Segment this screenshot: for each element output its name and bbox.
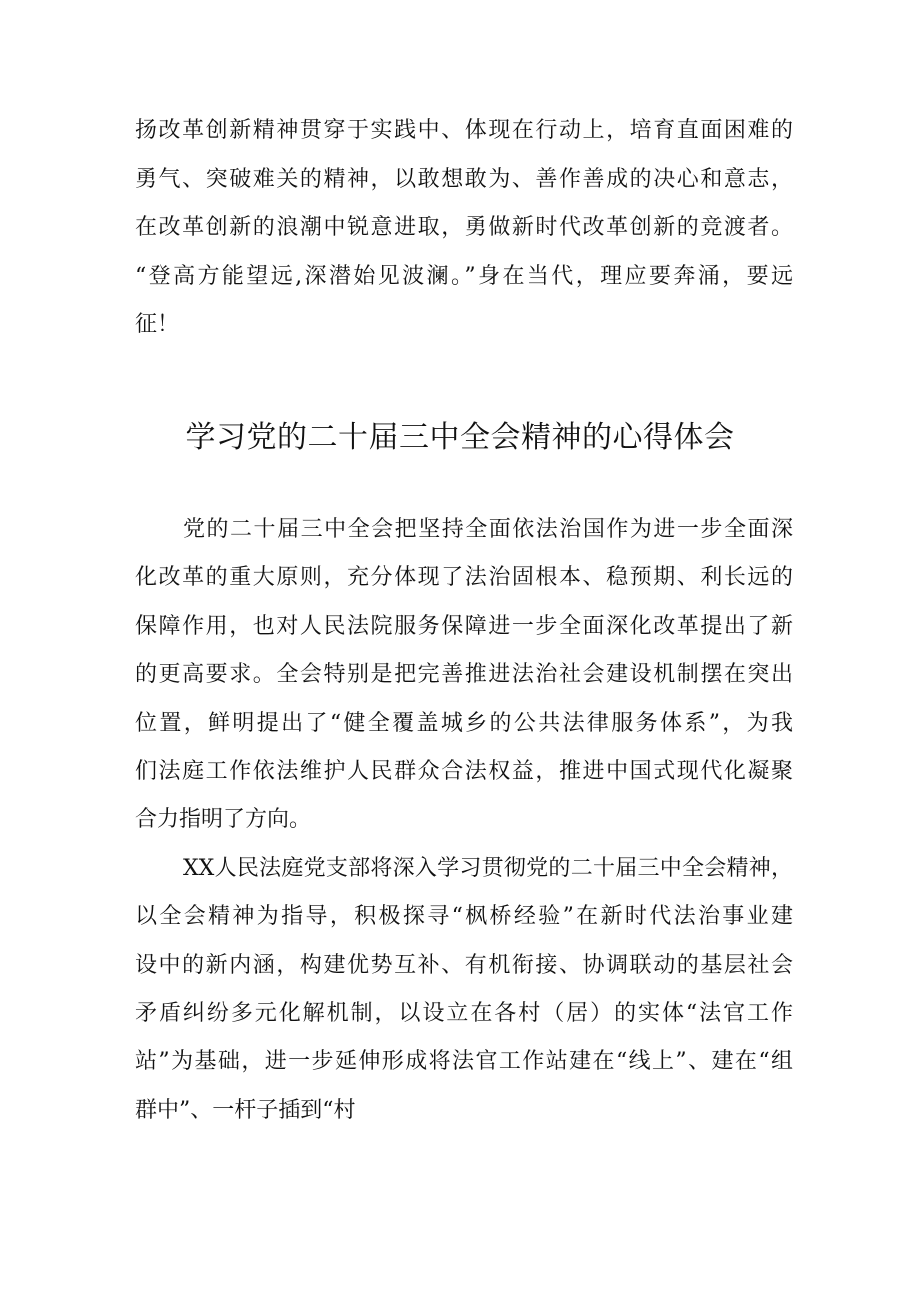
text-line: 群中”、一杆子插到“村	[135, 1097, 356, 1123]
text-line: 在改革创新的浪潮中锐意进取，勇做新时代改革创新的竞渡者。	[135, 215, 793, 240]
text-line: 矛盾纠纷多元化解机制，以设立在各村（居）的实体“法官工作	[135, 1000, 793, 1026]
text-line: 勇气、突破难关的精神，以敢想敢为、善作善成的决心和意志，	[135, 166, 793, 192]
text-line: 位置，鲜明提出了“健全覆盖城乡的公共法律服务体系”，为我	[135, 710, 793, 736]
text-line: 扬改革创新精神贯穿于实践中、体现在行动上，培育直面困难的	[135, 118, 793, 143]
body-paragraph-1	[135, 506, 793, 845]
text-line: 们法庭工作依法维护人民群众合法权益，推进中国式现代化凝聚	[135, 758, 793, 784]
text-line: 的更高要求。全会特别是把完善推进法治社会建设机制摆在突出	[135, 662, 793, 688]
text-line: “登高方能望远,深潜始见波澜。”身在当代，理应要奔涌，要远	[135, 263, 793, 289]
body-text	[135, 506, 793, 1135]
text-line: 保障作用，也对人民法院服务保障进一步全面深化改革提出了新	[135, 613, 793, 639]
text-line: 设中的新内涵，构建优势互补、有机衔接、协调联动的基层社会	[135, 952, 793, 978]
body-paragraph-2	[135, 845, 793, 1135]
document-title: 学习党的二十届三中全会精神的心得体会	[185, 420, 735, 455]
intro-paragraph	[135, 107, 793, 350]
text-line: 征！	[135, 312, 180, 337]
text-line: 站”为基础，进一步延伸形成将法官工作站建在“线上”、建在“组	[135, 1049, 793, 1075]
text-line: 合力指明了方向。	[135, 807, 312, 833]
text-line: 化改革的重大原则，充分体现了法治固根本、稳预期、利长远的	[135, 565, 793, 591]
text-line: 党的二十届三中全会把坚持全面依法治国作为进一步全面深	[183, 517, 793, 542]
text-line: 以全会精神为指导，积极探寻“枫桥经验”在新时代法治事业建	[135, 904, 793, 930]
text-line: XX人民法庭党支部将深入学习贯彻党的二十届三中全会精神，	[183, 855, 793, 881]
